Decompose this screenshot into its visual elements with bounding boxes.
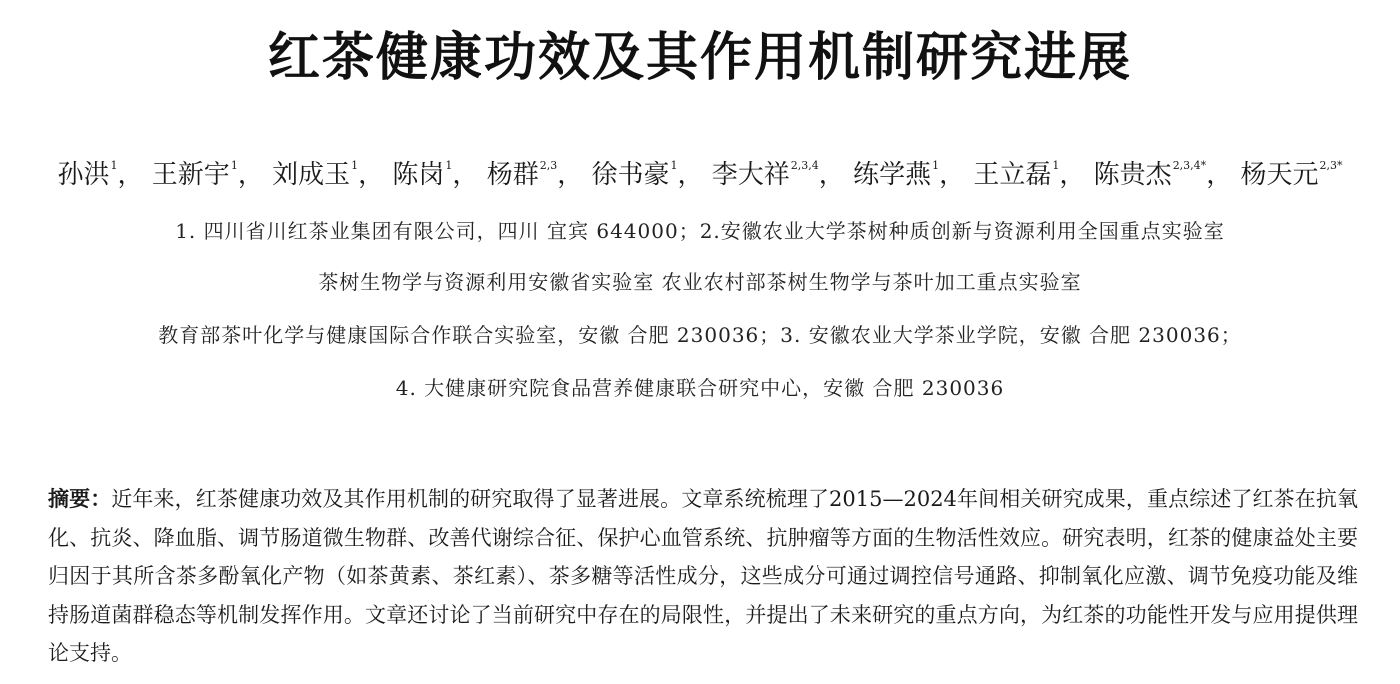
author-name: 杨群 [486, 160, 539, 190]
author-affiliation-mark: 2,3* [1319, 159, 1343, 172]
author [853, 160, 939, 190]
author-name: 陈贵杰 [1093, 160, 1172, 190]
author-separator: ， [677, 160, 704, 190]
author [58, 160, 118, 190]
author-affiliation-mark: 1 [230, 159, 238, 172]
author-affiliation-mark: 1 [932, 159, 940, 172]
author-name: 刘成玉 [272, 160, 351, 190]
author [487, 160, 558, 190]
author-name: 徐书豪 [591, 160, 670, 190]
author-name: 李大祥 [711, 160, 790, 190]
author-affiliation-mark: 2,3 [539, 159, 558, 172]
author [712, 160, 819, 190]
author-list [0, 155, 1400, 195]
author-name: 陈岗 [392, 160, 445, 190]
author [973, 160, 1059, 190]
author-separator: ， [557, 160, 584, 190]
author-affiliation-mark: 2,3,4* [1172, 159, 1207, 172]
affiliation-line: 1. 四川省川红茶业集团有限公司，四川 宜宾 644000；2.安徽农业大学茶树种质创新与资源利用全国重点实验室 [175, 219, 1225, 243]
author-affiliation-mark: 1 [445, 159, 453, 172]
author-separator: ， [117, 160, 144, 190]
author-name: 孙洪 [57, 160, 110, 190]
author [1240, 160, 1342, 190]
author-affiliation-mark: 2,3,4 [790, 159, 819, 172]
author-separator: ， [818, 160, 845, 190]
author-affiliation-mark: 1 [1052, 159, 1060, 172]
abstract-paragraph [48, 480, 1358, 673]
author-name: 王新宇 [151, 160, 230, 190]
author-name: 王立磊 [973, 160, 1052, 190]
author-separator: ， [939, 160, 966, 190]
abstract-text: 近年来，红茶健康功效及其作用机制的研究取得了显著进展。文章系统梳理了2015—2024年间相关研究成果，重点综述了红茶在抗氧化、抗炎、降血脂、调节肠道微生物群、改善代谢综合征、保护心血管系统、抗肿瘤等方面的生物活性效应。研究表明，红茶的健康益处主要归因于其所含茶多酚氧化产物（如茶黄素、茶红素）、茶多糖等活性成分，这些成分可通过调控信号通路、抑制氧化应激、调节免疫功能及维持肠道菌群稳态等机制发挥作用。文章还讨论了当前研究中存在的局限性，并提出了未来研究的重点方向，为红茶的功能性开发与应用提供理论支持。 [48, 487, 1358, 665]
author-separator: ， [358, 160, 385, 190]
author [1094, 160, 1207, 190]
affiliation-line: 茶树生物学与资源利用安徽省实验室 农业农村部茶树生物学与茶叶加工重点实验室 [318, 270, 1082, 294]
author [591, 160, 677, 190]
author-affiliation-mark: 1 [110, 159, 118, 172]
author [152, 160, 238, 190]
paper-title: 红茶健康功效及其作用机制研究进展 [267, 28, 1132, 88]
author-affiliation-mark: 1 [670, 159, 678, 172]
author [392, 160, 452, 190]
author [272, 160, 358, 190]
author-separator: ， [452, 160, 479, 190]
author-separator: ， [1206, 160, 1233, 190]
abstract-label: 摘要： [48, 487, 112, 511]
author-separator: ， [1059, 160, 1086, 190]
author-name: 练学燕 [853, 160, 932, 190]
affiliation-line: 4. 大健康研究院食品营养健康联合研究中心，安徽 合肥 230036 [395, 376, 1005, 400]
affiliation-line: 教育部茶叶化学与健康国际合作联合实验室，安徽 合肥 230036；3. 安徽农业大学茶业学院，安徽 合肥 230036； [158, 323, 1242, 347]
author-separator: ， [237, 160, 264, 190]
author-name: 杨天元 [1240, 160, 1319, 190]
author-affiliation-mark: 1 [351, 159, 359, 172]
